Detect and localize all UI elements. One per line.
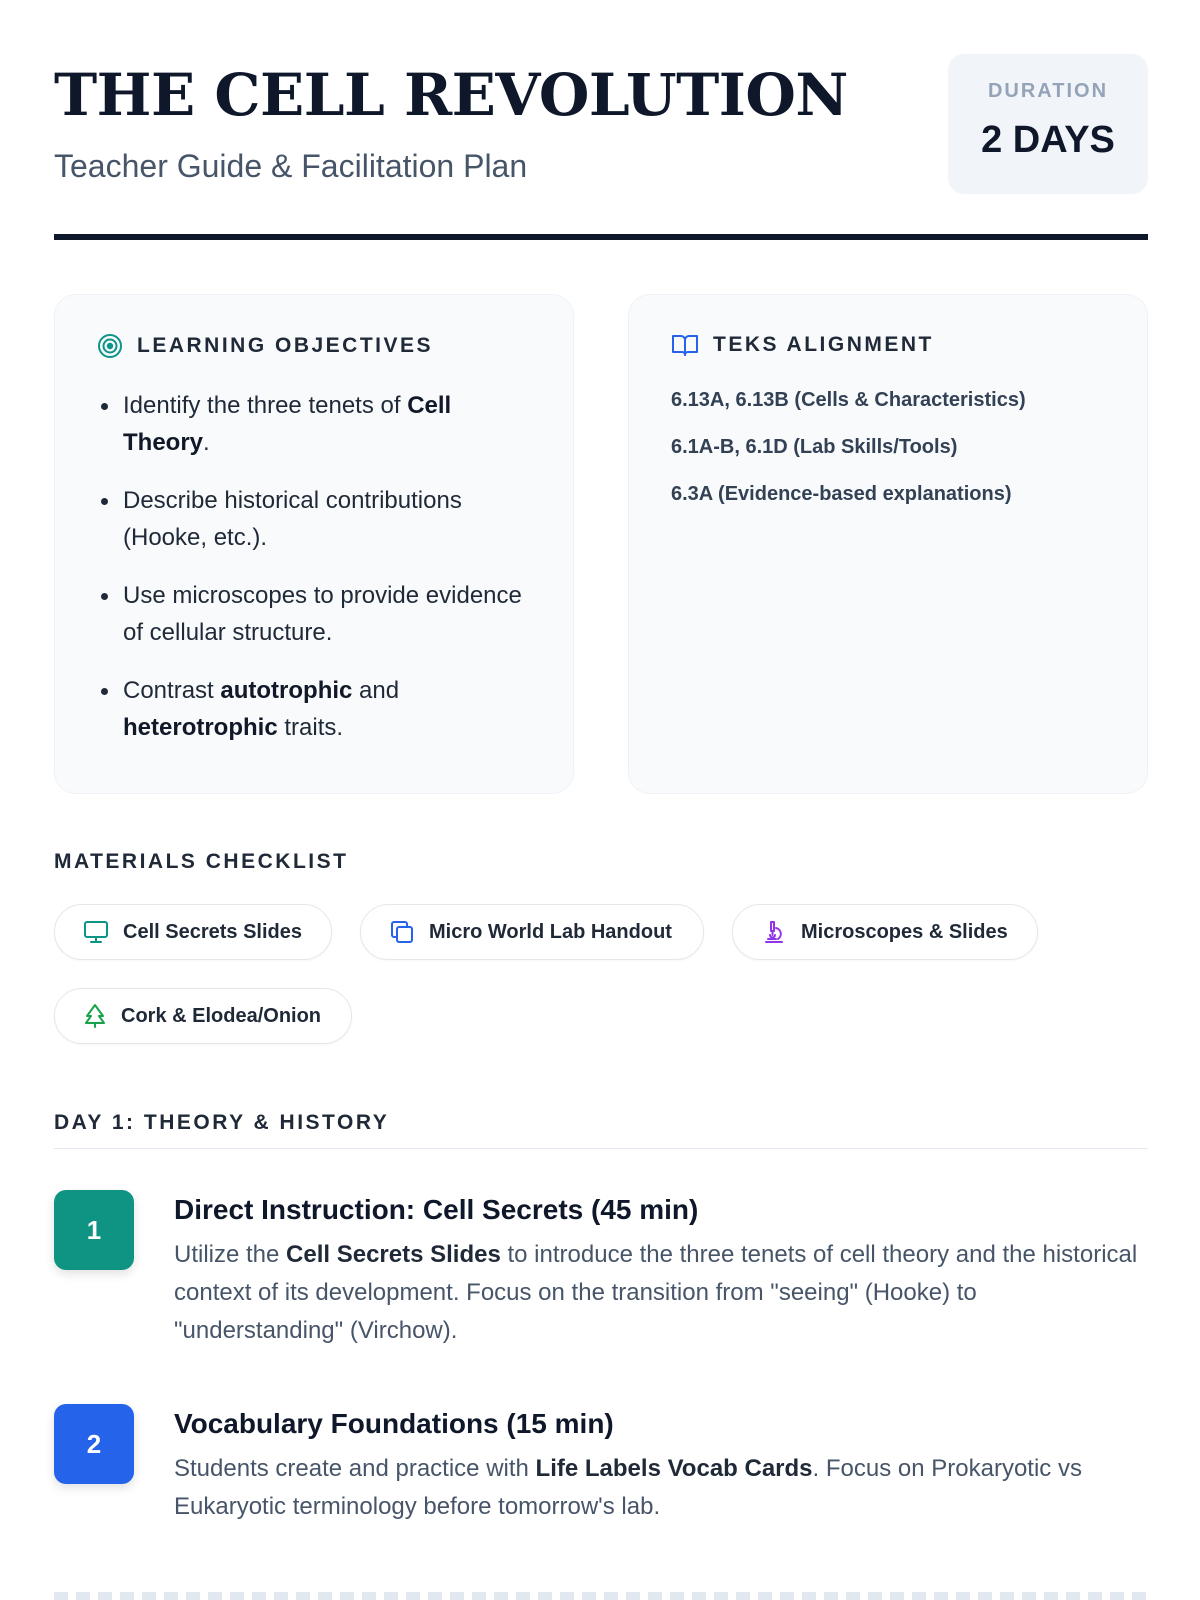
duration-label: DURATION	[987, 80, 1109, 102]
material-label: Microscopes & Slides	[801, 920, 1008, 943]
material-chip-handout[interactable]	[360, 904, 704, 960]
page-divider-dashed	[54, 1592, 1148, 1600]
teks-list	[671, 387, 1111, 528]
list-item: Use microscopes to provide evidence of cellular structure.	[97, 577, 527, 651]
teks-item: 6.3A (Evidence-based explanations)	[671, 483, 1012, 505]
objectives-list	[97, 387, 527, 767]
material-label: Micro World Lab Handout	[429, 920, 672, 943]
step-2-body: Students create and practice with Life Labels Vocab Cards. Focus on Prokaryotic vs Eukaryotic terminology before tomorrow's lab.	[174, 1455, 1082, 1520]
step-1-title: Direct Instruction: Cell Secrets (45 min)	[174, 1194, 699, 1225]
microscope-icon	[761, 919, 787, 945]
page-title: THE CELL REVOLUTION	[54, 61, 848, 129]
teks-alignment-title: TEKS ALIGNMENT	[713, 333, 934, 356]
monitor-icon	[83, 920, 109, 944]
duration-box	[948, 54, 1148, 194]
step-1-badge: 1	[54, 1190, 134, 1270]
learning-objectives-card	[54, 294, 574, 794]
learning-objectives-title: LEARNING OBJECTIVES	[137, 334, 434, 357]
material-label: Cell Secrets Slides	[123, 920, 302, 943]
teks-alignment-header	[671, 333, 934, 357]
page-header	[54, 54, 1148, 194]
day1-heading: DAY 1: THEORY & HISTORY	[54, 1111, 390, 1134]
teks-alignment-card	[628, 294, 1148, 794]
list-item: Contrast autotrophic and heterotrophic traits.	[97, 672, 527, 746]
step-2-badge: 2	[54, 1404, 134, 1484]
step-2-title: Vocabulary Foundations (15 min)	[174, 1408, 614, 1439]
open-book-icon	[671, 333, 699, 357]
material-label: Cork & Elodea/Onion	[121, 1004, 322, 1027]
header-divider	[54, 234, 1148, 240]
material-chip-microscopes[interactable]	[732, 904, 1038, 960]
materials-heading: MATERIALS CHECKLIST	[54, 850, 349, 873]
teks-item: 6.1A-B, 6.1D (Lab Skills/Tools)	[671, 436, 958, 458]
target-icon	[97, 333, 123, 359]
copy-icon	[389, 919, 415, 945]
day1-divider	[54, 1148, 1148, 1149]
teks-item: 6.13A, 6.13B (Cells & Characteristics)	[671, 389, 1026, 411]
list-item: Identify the three tenets of Cell Theory.	[97, 387, 527, 461]
material-chip-cork[interactable]	[54, 988, 352, 1044]
step-1-body: Utilize the Cell Secrets Slides to introduce the three tenets of cell theory and the historical context of its development. Focus on the transition from "seeing" (Hooke) to "understanding" (Virchow).	[174, 1241, 1138, 1344]
duration-value: 2 DAYS	[981, 119, 1115, 161]
list-item: Describe historical contributions (Hooke, etc.).	[97, 482, 527, 556]
tree-icon	[83, 1003, 107, 1029]
page-subtitle: Teacher Guide & Facilitation Plan	[54, 148, 528, 184]
learning-objectives-header	[97, 333, 433, 359]
material-chip-slides[interactable]	[54, 904, 332, 960]
